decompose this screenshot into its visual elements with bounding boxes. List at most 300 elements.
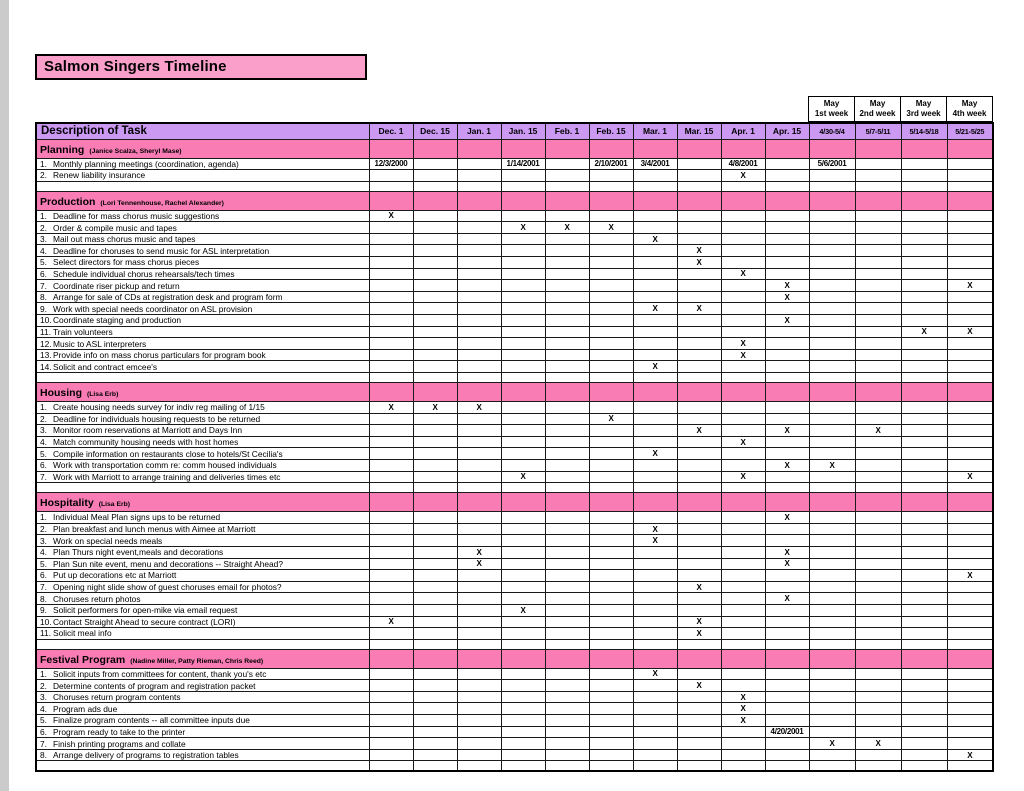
timeline-mark-cell: X — [457, 558, 501, 570]
section-empty-cell — [677, 139, 721, 158]
timeline-mark-cell — [855, 291, 901, 303]
task-label: Work with special needs coordinator on ASL provision — [53, 303, 253, 314]
blank-cell — [633, 761, 677, 771]
timeline-mark-cell — [677, 210, 721, 222]
timeline-mark-cell — [947, 448, 993, 460]
page-title: Salmon Singers Timeline — [35, 54, 367, 80]
task-label: Arrange for sale of CDs at registration desk and program form — [53, 292, 283, 303]
may-week-label: 3rd week — [906, 109, 941, 118]
timeline-mark-cell: 4/8/2001 — [721, 158, 765, 170]
timeline-mark-cell — [901, 628, 947, 640]
task-row — [36, 691, 993, 703]
timeline-mark-cell — [545, 680, 589, 692]
blank-row — [36, 373, 993, 383]
timeline-mark-cell — [457, 257, 501, 269]
timeline-mark-cell — [721, 402, 765, 414]
task-label: Choruses return program contents — [53, 692, 181, 703]
timeline-mark-cell — [765, 158, 809, 170]
task-number: 7. — [40, 738, 47, 749]
task-label: Plan Sun nite event, menu and decorations -- Straight Ahead? — [53, 558, 283, 569]
date-column-header: 4/30-5/4 — [809, 123, 855, 139]
timeline-mark-cell — [765, 338, 809, 350]
blank-cell — [501, 639, 545, 649]
timeline-mark-cell — [855, 558, 901, 570]
timeline-mark-cell — [633, 471, 677, 483]
task-row — [36, 413, 993, 425]
timeline-mark-cell — [947, 245, 993, 257]
timeline-mark-cell — [809, 703, 855, 715]
task-label-cell — [36, 448, 369, 460]
section-empty-cell — [947, 191, 993, 210]
timeline-mark-cell — [457, 245, 501, 257]
timeline-mark-cell — [413, 459, 457, 471]
section-empty-cell — [855, 383, 901, 402]
task-label-cell — [36, 471, 369, 483]
task-label-cell — [36, 349, 369, 361]
timeline-mark-cell — [457, 535, 501, 547]
date-column-header: Mar. 15 — [677, 123, 721, 139]
timeline-mark-cell — [369, 459, 413, 471]
timeline-mark-cell — [765, 436, 809, 448]
timeline-mark-cell — [677, 668, 721, 680]
timeline-mark-cell — [501, 436, 545, 448]
timeline-mark-cell — [809, 628, 855, 640]
timeline-mark-cell — [855, 402, 901, 414]
timeline-mark-cell — [901, 680, 947, 692]
timeline-mark-cell — [545, 402, 589, 414]
date-column-header: Dec. 1 — [369, 123, 413, 139]
section-empty-cell — [901, 139, 947, 158]
timeline-mark-cell — [633, 402, 677, 414]
timeline-mark-cell — [721, 245, 765, 257]
task-label: Train volunteers — [53, 326, 113, 337]
task-number: 8. — [40, 292, 47, 303]
blank-cell — [947, 483, 993, 493]
blank-cell — [809, 181, 855, 191]
section-empty-cell — [677, 493, 721, 512]
timeline-mark-cell — [457, 436, 501, 448]
timeline-mark-cell — [677, 703, 721, 715]
timeline-mark-cell — [457, 726, 501, 738]
timeline-mark-cell — [633, 593, 677, 605]
may-month-label: May — [869, 99, 886, 108]
task-number: 2. — [40, 413, 47, 424]
timeline-mark-cell — [413, 628, 457, 640]
timeline-mark-cell — [633, 338, 677, 350]
section-leads: (Nadine Miller, Patty Rieman, Chris Reed) — [130, 657, 264, 665]
timeline-mark-cell — [721, 425, 765, 437]
timeline-mark-cell — [855, 210, 901, 222]
date-column-header: Jan. 15 — [501, 123, 545, 139]
blank-cell — [809, 483, 855, 493]
section-name: Production — [40, 195, 96, 208]
timeline-mark-cell — [765, 668, 809, 680]
task-row — [36, 257, 993, 269]
timeline-mark-cell — [633, 436, 677, 448]
timeline-mark-cell — [901, 233, 947, 245]
timeline-mark-cell — [809, 303, 855, 315]
task-label: Deadline for mass chorus music suggestions — [53, 210, 220, 221]
timeline-mark-cell — [901, 402, 947, 414]
timeline-mark-cell — [369, 535, 413, 547]
task-number: 3. — [40, 234, 47, 245]
timeline-mark-cell: X — [765, 280, 809, 292]
timeline-mark-cell — [589, 703, 633, 715]
timeline-mark-cell — [633, 349, 677, 361]
timeline-mark-cell — [721, 280, 765, 292]
task-row — [36, 749, 993, 761]
timeline-mark-cell — [947, 581, 993, 593]
timeline-mark-cell — [369, 558, 413, 570]
timeline-mark-cell — [457, 738, 501, 750]
timeline-mark-cell — [545, 628, 589, 640]
timeline-mark-cell — [809, 523, 855, 535]
timeline-mark-cell: X — [413, 402, 457, 414]
timeline-mark-cell — [947, 459, 993, 471]
timeline-mark-cell — [901, 315, 947, 327]
timeline-mark-cell: X — [677, 616, 721, 628]
timeline-mark-cell — [501, 581, 545, 593]
timeline-mark-cell — [947, 715, 993, 727]
timeline-mark-cell — [633, 170, 677, 182]
timeline-mark-cell — [633, 749, 677, 761]
task-number: 7. — [40, 280, 47, 291]
task-label-cell — [36, 726, 369, 738]
timeline-mark-cell — [947, 604, 993, 616]
timeline-mark-cell — [855, 570, 901, 582]
timeline-mark-cell — [501, 715, 545, 727]
timeline-mark-cell — [855, 245, 901, 257]
timeline-mark-cell — [501, 315, 545, 327]
task-number: 10. — [40, 616, 52, 627]
timeline-mark-cell — [545, 523, 589, 535]
blank-cell — [809, 639, 855, 649]
timeline-mark-cell — [413, 570, 457, 582]
timeline-mark-cell — [413, 535, 457, 547]
section-empty-cell — [765, 383, 809, 402]
section-title-cell — [36, 139, 369, 158]
timeline-mark-cell — [855, 604, 901, 616]
timeline-mark-cell — [765, 448, 809, 460]
blank-cell — [855, 761, 901, 771]
timeline-mark-cell — [947, 703, 993, 715]
timeline-mark-cell — [369, 738, 413, 750]
timeline-mark-cell — [501, 291, 545, 303]
section-empty-cell — [545, 139, 589, 158]
blank-cell — [501, 483, 545, 493]
timeline-mark-cell — [413, 448, 457, 460]
timeline-mark-cell — [721, 210, 765, 222]
task-number: 2. — [40, 222, 47, 233]
timeline-mark-cell — [457, 570, 501, 582]
timeline-mark-cell — [901, 459, 947, 471]
section-empty-cell — [589, 649, 633, 668]
task-label: Opening night slide show of guest choruses email for photos? — [53, 582, 282, 593]
timeline-mark-cell — [765, 170, 809, 182]
task-row — [36, 535, 993, 547]
blank-cell — [677, 761, 721, 771]
timeline-mark-cell — [413, 170, 457, 182]
timeline-mark-cell: X — [369, 616, 413, 628]
timeline-mark-cell — [633, 257, 677, 269]
timeline-mark-cell — [545, 738, 589, 750]
timeline-mark-cell — [589, 257, 633, 269]
timeline-mark-cell: X — [457, 402, 501, 414]
timeline-mark-cell: X — [765, 546, 809, 558]
blank-cell — [36, 639, 369, 649]
timeline-mark-cell — [457, 210, 501, 222]
timeline-mark-cell — [369, 257, 413, 269]
section-empty-cell — [413, 139, 457, 158]
blank-cell — [589, 181, 633, 191]
timeline-mark-cell — [413, 471, 457, 483]
task-label: Provide info on mass chorus particulars for program book — [53, 350, 266, 361]
timeline-mark-cell — [901, 170, 947, 182]
timeline-mark-cell — [809, 535, 855, 547]
blank-cell — [765, 761, 809, 771]
section-empty-cell — [369, 383, 413, 402]
timeline-mark-cell — [369, 581, 413, 593]
timeline-mark-cell — [855, 257, 901, 269]
timeline-mark-cell — [809, 691, 855, 703]
timeline-mark-cell: X — [947, 471, 993, 483]
timeline-mark-cell — [369, 546, 413, 558]
timeline-mark-cell — [413, 668, 457, 680]
timeline-mark-cell — [721, 581, 765, 593]
task-number: 4. — [40, 547, 47, 558]
task-number: 4. — [40, 437, 47, 448]
timeline-mark-cell — [855, 413, 901, 425]
timeline-mark-cell: X — [677, 245, 721, 257]
timeline-mark-cell — [947, 361, 993, 373]
date-column-header: Jan. 1 — [457, 123, 501, 139]
timeline-mark-cell — [457, 680, 501, 692]
timeline-mark-cell: X — [677, 425, 721, 437]
timeline-mark-cell — [545, 581, 589, 593]
timeline-mark-cell: X — [947, 570, 993, 582]
timeline-mark-cell — [589, 303, 633, 315]
section-empty-cell — [721, 191, 765, 210]
timeline-mark-cell — [901, 523, 947, 535]
timeline-mark-cell — [947, 593, 993, 605]
timeline-mark-cell — [947, 616, 993, 628]
section-empty-cell — [901, 649, 947, 668]
timeline-mark-cell — [855, 280, 901, 292]
task-row — [36, 715, 993, 727]
section-empty-cell — [545, 383, 589, 402]
task-number: 10. — [40, 315, 52, 326]
task-description-header: Description of Task — [36, 123, 369, 139]
timeline-mark-cell — [369, 338, 413, 350]
timeline-mark-cell — [809, 425, 855, 437]
section-empty-cell — [901, 191, 947, 210]
timeline-mark-cell — [457, 315, 501, 327]
timeline-mark-cell — [545, 338, 589, 350]
timeline-mark-cell — [413, 361, 457, 373]
task-row — [36, 170, 993, 182]
blank-cell — [36, 373, 369, 383]
timeline-mark-cell — [947, 291, 993, 303]
task-row — [36, 268, 993, 280]
task-number: 9. — [40, 605, 47, 616]
timeline-mark-cell — [901, 338, 947, 350]
timeline-mark-cell — [677, 691, 721, 703]
timeline-mark-cell — [589, 326, 633, 338]
timeline-mark-cell — [721, 303, 765, 315]
timeline-mark-cell — [765, 222, 809, 234]
task-row — [36, 546, 993, 558]
timeline-mark-cell — [633, 291, 677, 303]
blank-cell — [677, 373, 721, 383]
blank-cell — [545, 373, 589, 383]
timeline-mark-cell — [765, 570, 809, 582]
timeline-mark-cell — [457, 523, 501, 535]
timeline-mark-cell — [369, 668, 413, 680]
timeline-mark-cell — [545, 471, 589, 483]
task-label: Individual Meal Plan signs ups to be returned — [53, 512, 221, 523]
timeline-mark-cell — [457, 280, 501, 292]
timeline-mark-cell — [545, 361, 589, 373]
timeline-mark-cell: X — [947, 280, 993, 292]
timeline-mark-cell — [765, 233, 809, 245]
timeline-mark-cell — [855, 158, 901, 170]
may-week-cell — [901, 97, 947, 122]
timeline-mark-cell: X — [765, 558, 809, 570]
timeline-mark-cell — [545, 349, 589, 361]
timeline-mark-cell — [369, 233, 413, 245]
timeline-mark-cell — [369, 245, 413, 257]
timeline-mark-cell — [855, 680, 901, 692]
timeline-mark-cell — [545, 616, 589, 628]
date-column-header: Mar. 1 — [633, 123, 677, 139]
task-label-cell — [36, 280, 369, 292]
timeline-mark-cell — [501, 280, 545, 292]
timeline-mark-cell: X — [369, 210, 413, 222]
timeline-mark-cell — [413, 749, 457, 761]
blank-cell — [765, 639, 809, 649]
timeline-mark-cell — [855, 668, 901, 680]
section-empty-cell — [545, 493, 589, 512]
task-label-cell — [36, 413, 369, 425]
may-week-label: 2nd week — [859, 109, 896, 118]
timeline-mark-cell — [633, 425, 677, 437]
timeline-mark-cell — [589, 680, 633, 692]
section-empty-cell — [589, 191, 633, 210]
task-label-cell — [36, 715, 369, 727]
timeline-mark-cell — [589, 233, 633, 245]
blank-cell — [855, 373, 901, 383]
timeline-mark-cell — [501, 210, 545, 222]
blank-row — [36, 181, 993, 191]
task-row — [36, 436, 993, 448]
blank-cell — [947, 181, 993, 191]
blank-cell — [721, 761, 765, 771]
timeline-mark-cell — [809, 291, 855, 303]
timeline-mark-cell — [765, 349, 809, 361]
timeline-mark-cell — [947, 222, 993, 234]
timeline-mark-cell: X — [589, 222, 633, 234]
timeline-mark-cell — [501, 616, 545, 628]
timeline-mark-cell — [589, 338, 633, 350]
timeline-mark-cell — [457, 233, 501, 245]
task-row — [36, 233, 993, 245]
timeline-mark-cell — [545, 210, 589, 222]
timeline-mark-cell — [765, 628, 809, 640]
blank-cell — [413, 181, 457, 191]
timeline-mark-cell — [809, 413, 855, 425]
timeline-mark-cell — [545, 280, 589, 292]
task-row — [36, 338, 993, 350]
timeline-mark-cell — [633, 738, 677, 750]
timeline-mark-cell — [809, 581, 855, 593]
section-leads: (Lori Tennenhouse, Rachel Alexander) — [100, 199, 224, 207]
timeline-mark-cell — [677, 315, 721, 327]
timeline-mark-cell: X — [721, 170, 765, 182]
date-column-header: 5/21-5/25 — [947, 123, 993, 139]
blank-cell — [947, 373, 993, 383]
timeline-mark-cell — [947, 628, 993, 640]
section-empty-cell — [947, 493, 993, 512]
timeline-mark-cell — [855, 361, 901, 373]
task-label-cell — [36, 558, 369, 570]
timeline-mark-cell — [369, 222, 413, 234]
timeline-mark-cell — [721, 558, 765, 570]
blank-cell — [457, 639, 501, 649]
task-row — [36, 604, 993, 616]
timeline-mark-cell — [457, 581, 501, 593]
timeline-mark-cell — [589, 268, 633, 280]
blank-cell — [501, 181, 545, 191]
timeline-mark-cell — [633, 604, 677, 616]
task-label: Program ads due — [53, 703, 118, 714]
timeline-mark-cell: X — [721, 715, 765, 727]
blank-cell — [901, 483, 947, 493]
section-empty-cell — [589, 383, 633, 402]
timeline-mark-cell — [721, 616, 765, 628]
task-number: 2. — [40, 524, 47, 535]
timeline-mark-cell: X — [947, 749, 993, 761]
timeline-mark-cell — [855, 222, 901, 234]
timeline-mark-cell — [413, 233, 457, 245]
timeline-mark-cell — [809, 680, 855, 692]
timeline-mark-cell — [721, 361, 765, 373]
blank-cell — [501, 761, 545, 771]
blank-cell — [633, 639, 677, 649]
timeline-mark-cell — [765, 738, 809, 750]
blank-cell — [545, 181, 589, 191]
timeline-mark-cell — [765, 680, 809, 692]
timeline-mark-cell — [901, 471, 947, 483]
timeline-mark-cell — [765, 326, 809, 338]
may-week-cell — [855, 97, 901, 122]
section-empty-cell — [809, 191, 855, 210]
timeline-mark-cell — [501, 303, 545, 315]
timeline-mark-cell — [809, 210, 855, 222]
timeline-mark-cell — [809, 558, 855, 570]
task-label-cell — [36, 268, 369, 280]
timeline-mark-cell — [501, 570, 545, 582]
timeline-mark-cell — [545, 512, 589, 524]
timeline-mark-cell — [589, 535, 633, 547]
timeline-mark-cell — [413, 715, 457, 727]
timeline-mark-cell — [765, 616, 809, 628]
timeline-mark-cell: X — [677, 581, 721, 593]
section-empty-cell — [765, 191, 809, 210]
timeline-mark-cell: X — [501, 222, 545, 234]
timeline-mark-cell: 5/6/2001 — [809, 158, 855, 170]
timeline-mark-cell — [901, 210, 947, 222]
blank-cell — [855, 639, 901, 649]
